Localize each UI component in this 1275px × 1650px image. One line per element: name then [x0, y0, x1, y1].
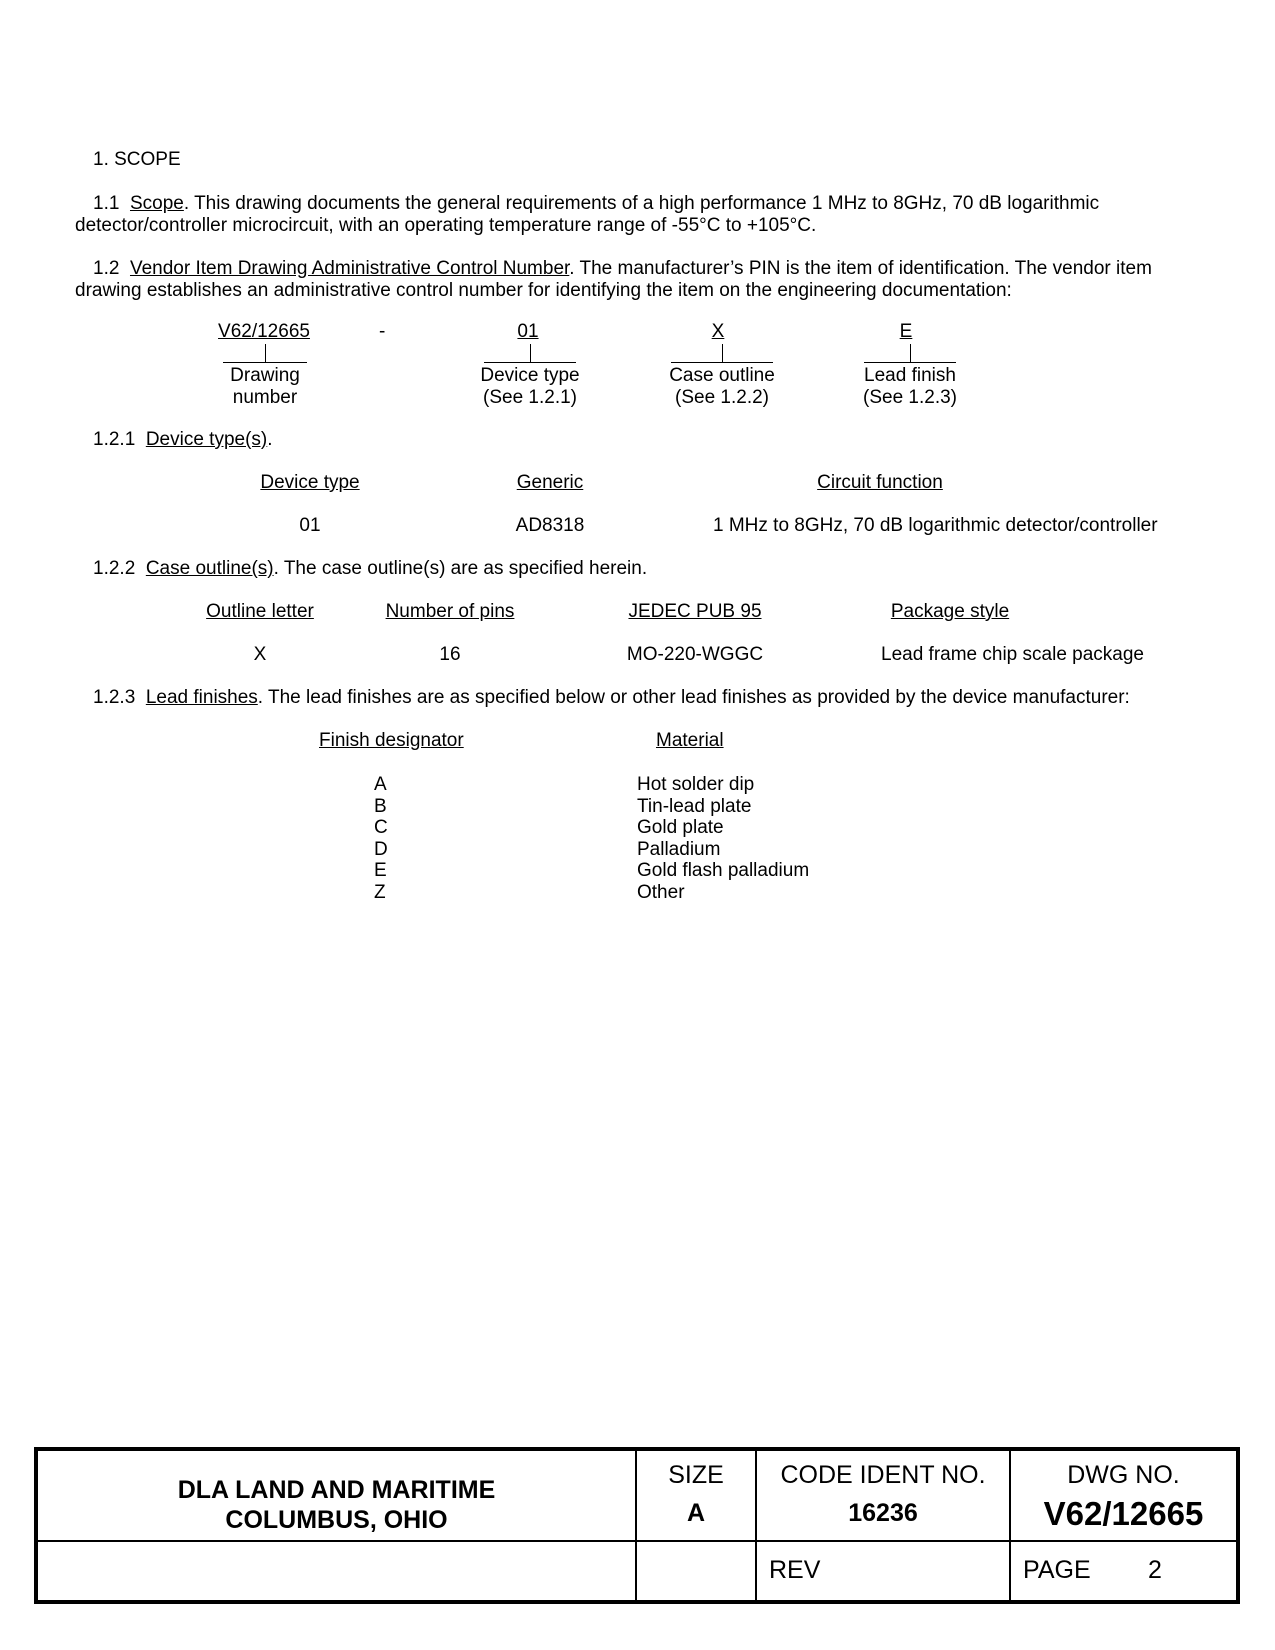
para-text: . The case outline(s) are as specified herein. — [273, 558, 648, 579]
list-item: A — [374, 774, 387, 795]
para-number: 1.2 — [93, 258, 120, 279]
paragraph-1-1 — [75, 193, 1200, 237]
section-title: 1. SCOPE — [93, 149, 181, 170]
page-number: 2 — [1148, 1556, 1162, 1584]
title-block — [34, 1447, 1240, 1604]
para-number: 1.2.1 — [93, 429, 136, 450]
list-item: D — [374, 838, 388, 860]
table-cell: MO-220-WGGC — [626, 644, 764, 665]
pin-device-label: Device type (See 1.2.1) — [480, 365, 580, 408]
para-number: 1.2.2 — [93, 558, 136, 579]
para-text: . The lead finishes are as specified below or other lead finishes as provided by the device manufacturer: — [257, 687, 1130, 708]
pin-bracket-line — [223, 362, 307, 363]
code-ident-label: CODE IDENT NO. — [780, 1461, 986, 1489]
para-heading: Scope — [129, 193, 184, 214]
pin-bracket-tick — [722, 344, 723, 362]
para-number: 1.1 — [93, 193, 120, 214]
list-item: Z — [374, 881, 386, 903]
para-heading: Device type(s) — [145, 429, 268, 450]
pin-case-label: Case outline (See 1.2.2) — [669, 365, 775, 408]
pin-bracket-tick — [530, 344, 531, 362]
para-heading: Lead finishes — [145, 687, 258, 708]
para-heading: Case outline(s) — [145, 558, 274, 579]
pin-drawing-value: V62/12665 — [218, 321, 310, 342]
paragraph-1-2-1: 1.2.1 Device type(s). — [93, 429, 273, 450]
dwg-no-value: V62/12665 — [1043, 1495, 1204, 1532]
size-value: A — [686, 1499, 706, 1527]
table-header: Generic — [516, 472, 584, 493]
table-cell: AD8318 — [515, 515, 585, 536]
pin-dash: - — [379, 321, 386, 342]
pin-bracket-line — [864, 362, 956, 363]
rev-label: REV — [769, 1556, 821, 1584]
material-list — [637, 774, 809, 904]
para-number: 1.2.3 — [93, 687, 136, 708]
table-cell: 1 MHz to 8GHz, 70 dB logarithmic detector/controller — [713, 515, 1158, 536]
list-item: Hot solder dip — [637, 774, 755, 795]
para-text: . This drawing documents the general requirements of a high performance 1 MHz to 8GHz, 70 dB logarithmic — [183, 193, 1100, 214]
pin-finish-label: Lead finish (See 1.2.3) — [863, 365, 957, 408]
para-text-line2: detector/controller microcircuit, with an operating temperature range of -55°C to +105°C. — [75, 215, 817, 236]
table-header: Device type — [260, 472, 360, 493]
list-item: B — [374, 795, 387, 817]
org-name: DLA LAND AND MARITIME COLUMBUS, OHIO — [177, 1476, 496, 1534]
para-heading: Vendor Item Drawing Administrative Control Number — [129, 258, 570, 279]
table-cell: 16 — [439, 644, 461, 665]
pin-bracket-tick — [265, 344, 266, 362]
paragraph-1-2-2 — [93, 559, 647, 580]
list-item: Tin-lead plate — [637, 795, 752, 817]
size-label: SIZE — [668, 1461, 724, 1489]
paragraph-1-2 — [75, 258, 1200, 302]
list-item: Palladium — [637, 838, 721, 860]
list-item: E — [374, 860, 387, 882]
table-cell: Lead frame chip scale package — [881, 644, 1144, 665]
table-header: Finish designator — [319, 730, 464, 751]
table-header: Package style — [890, 601, 1010, 622]
list-item: Other — [637, 881, 685, 903]
list-item: C — [374, 817, 388, 839]
table-header: Circuit function — [817, 472, 943, 493]
pin-case-value: X — [711, 321, 725, 342]
pin-device-value: 01 — [517, 321, 539, 342]
table-cell: X — [253, 644, 267, 665]
table-header: Outline letter — [206, 601, 314, 622]
pin-bracket-line — [484, 362, 576, 363]
paragraph-1-2-3 — [93, 688, 1130, 709]
table-cell: 01 — [299, 515, 321, 536]
list-item: Gold flash palladium — [637, 860, 810, 882]
code-ident-value: 16236 — [848, 1499, 918, 1527]
pin-finish-value: E — [899, 321, 913, 342]
pin-bracket-tick — [910, 344, 911, 362]
list-item: Gold plate — [637, 817, 724, 839]
table-header: Material — [656, 730, 724, 751]
pin-bracket-line — [671, 362, 773, 363]
para-text: . The manufacturer’s PIN is the item of identification. The vendor item — [569, 258, 1152, 279]
table-header: JEDEC PUB 95 — [628, 601, 762, 622]
para-text-line2: drawing establishes an administrative control number for identifying the item on the engineering documentation: — [75, 280, 1012, 301]
table-header: Number of pins — [385, 601, 515, 622]
pin-drawing-label: Drawing number — [230, 365, 300, 408]
page-label: PAGE — [1023, 1556, 1091, 1584]
finish-designator-list — [374, 774, 388, 904]
dwg-no-label: DWG NO. — [1067, 1461, 1180, 1489]
title-block-divider — [38, 1540, 1236, 1542]
